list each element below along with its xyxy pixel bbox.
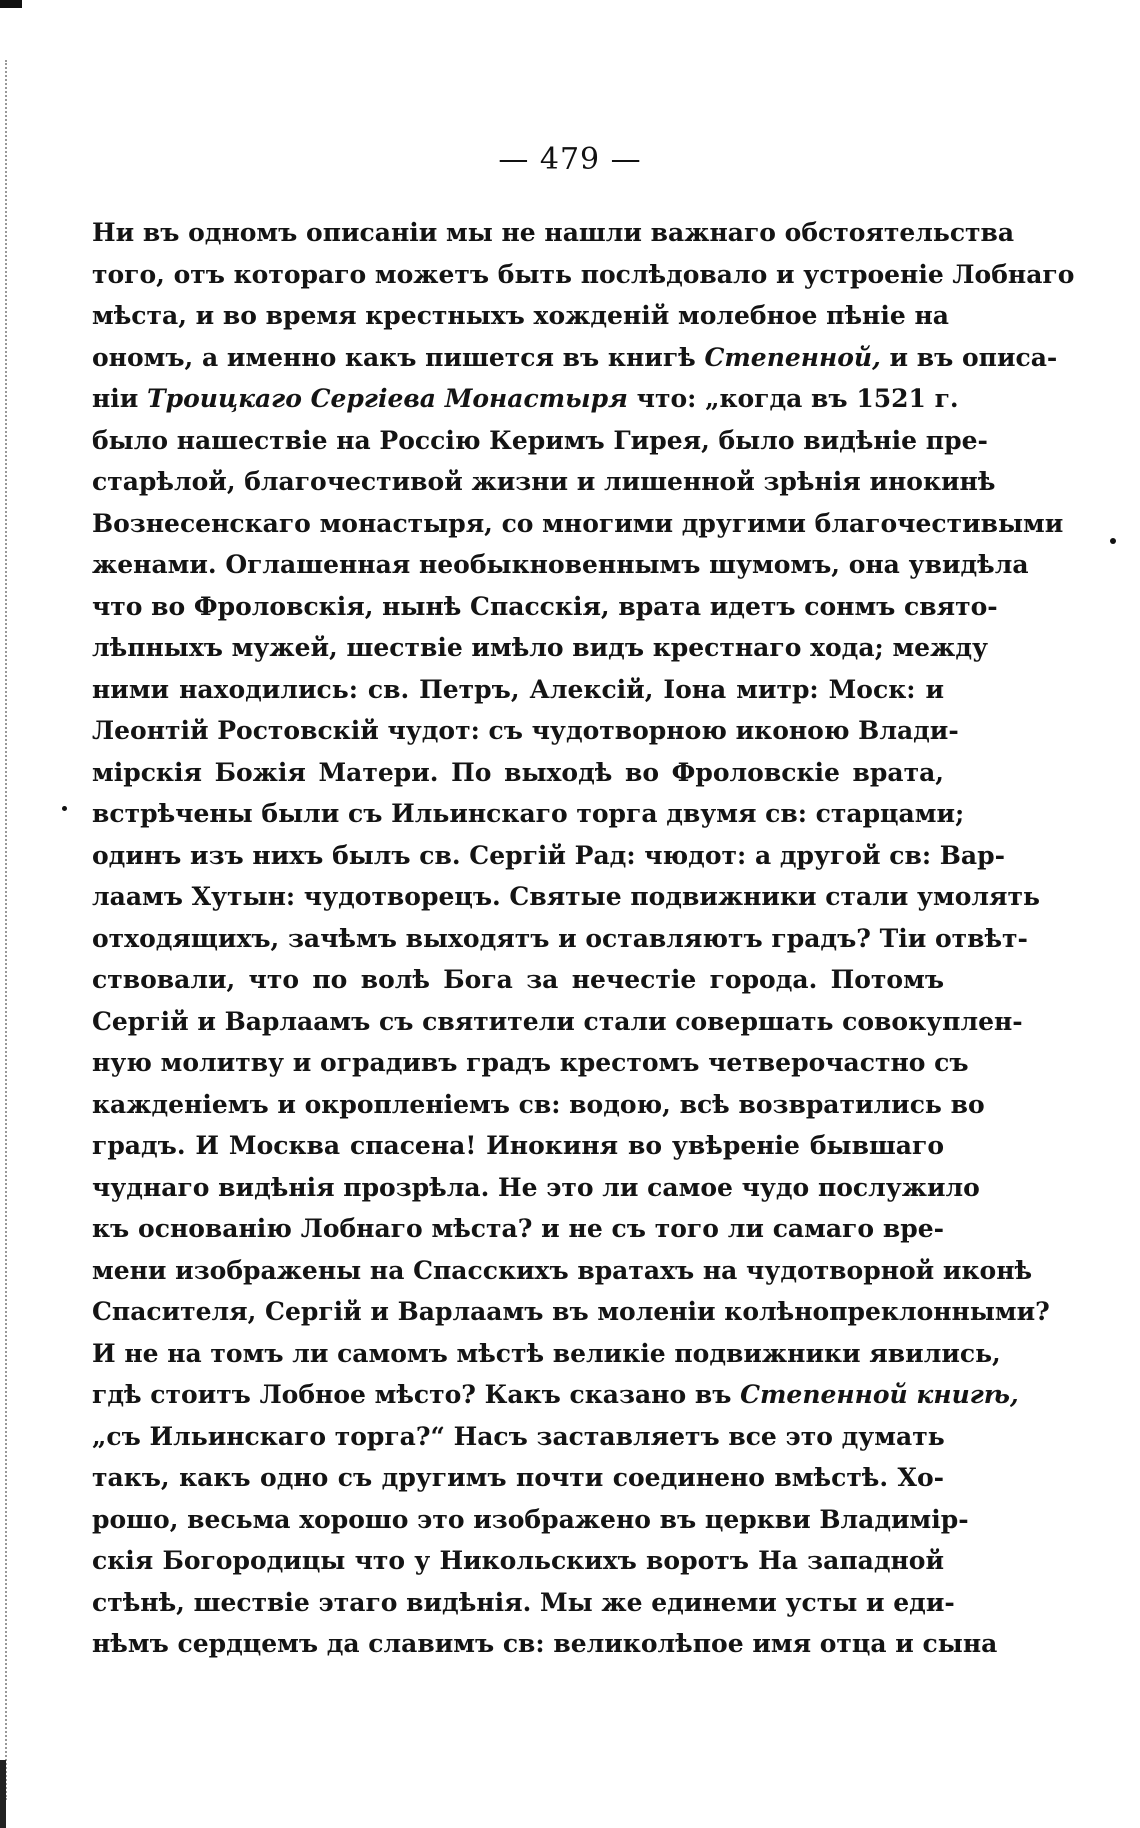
text-line	[92, 295, 949, 337]
text-span: женами. Оглашенная необыкновеннымъ шумомъ, она увидѣла	[92, 550, 1029, 579]
body-text	[92, 212, 1075, 1665]
italic-title-span: Троицкаго Сергіева Монастыря	[147, 384, 628, 413]
text-span: ними находились: св. Петръ, Алексій, Іона митр: Моск: и	[92, 674, 944, 704]
text-span: кажденіемъ и окропленіемъ св: водою, всѣ возвратились во	[92, 1089, 985, 1119]
text-span: Спасителя, Сергій и Варлаамъ въ моленіи колѣнопреклонными?	[92, 1297, 1050, 1326]
text-line	[92, 793, 965, 835]
text-span: ономъ, а именно какъ пишется въ книгѣ	[92, 342, 705, 372]
text-span: того, отъ котораго можетъ быть послѣдовало и устроеніе Лобнаго	[92, 259, 1075, 289]
text-line	[92, 378, 959, 420]
text-span: мірскія Божія Матери. По выходѣ во Фроловскіе врата,	[92, 757, 944, 787]
text-span: рошо, весьма хорошо это изображено въ церкви Владимір-	[92, 1504, 969, 1534]
text-line	[92, 1582, 955, 1624]
text-span: Ни въ одномъ описаніи мы не нашли важнаго обстоятельства	[92, 218, 1015, 247]
text-span: Вознесенскаго монастыря, со многими другими благочестивыми	[92, 508, 1064, 538]
scan-corner-mark	[0, 0, 22, 8]
text-line	[92, 1084, 985, 1126]
text-line	[92, 254, 1075, 296]
text-line	[92, 212, 1015, 254]
text-line	[92, 461, 996, 503]
text-line	[92, 1042, 969, 1084]
text-span: стѣнѣ, шествіе этаго видѣнія. Мы же единеми усты и еди-	[92, 1587, 955, 1617]
text-span: и въ описа-	[880, 342, 1058, 372]
text-line	[92, 1623, 998, 1665]
text-line	[92, 710, 959, 752]
text-line	[92, 1125, 944, 1167]
text-span: такъ, какъ одно съ другимъ почти соединено вмѣстѣ. Хо-	[92, 1463, 944, 1492]
text-span: Сергій и Варлаамъ съ святители стали совершать совокуплен-	[92, 1006, 1023, 1036]
text-line	[92, 1291, 1050, 1333]
text-span: ствовали, что по волѣ Бога за нечестіе города. Потомъ	[92, 965, 944, 994]
ink-speck	[1110, 538, 1116, 544]
text-span: лѣпныхъ мужей, шествіе имѣло видъ крестнаго хода; между	[92, 633, 988, 662]
text-span: къ основанію Лобнаго мѣста? и не съ того ли самаго вре-	[92, 1214, 944, 1243]
text-span: мени изображены на Спасскихъ вратахъ на чудотворной иконѣ	[92, 1255, 1033, 1285]
text-span: одинъ изъ нихъ былъ св. Сергій Рад: чюдот: а другой св: Вар-	[92, 840, 1005, 870]
text-line	[92, 835, 1005, 877]
italic-title-span: Степенной книгѣ,	[740, 1380, 1019, 1409]
text-line	[92, 918, 1028, 960]
text-span: гдѣ стоитъ Лобное мѣсто? Какъ сказано въ	[92, 1380, 741, 1409]
text-span: встрѣчены были съ Ильинскаго торга двумя св: старцами;	[92, 799, 965, 828]
text-line	[92, 959, 944, 1001]
text-line	[92, 752, 944, 794]
text-span: скія Богородицы что у Никольскихъ воротъ На западной	[92, 1546, 944, 1575]
text-line	[92, 586, 998, 628]
text-line	[92, 1540, 944, 1582]
text-line	[92, 1167, 980, 1209]
scan-left-edge	[5, 60, 10, 1800]
text-line	[92, 1499, 969, 1541]
text-line	[92, 669, 944, 711]
text-line	[92, 1374, 1019, 1416]
text-span: чуднаго видѣнія прозрѣла. Не это ли самое чудо послужило	[92, 1172, 980, 1202]
page-number: — 479 —	[498, 142, 642, 177]
text-span: градъ. И Москва спасена! Инокиня во увѣреніе бывшаго	[92, 1131, 944, 1160]
text-span: старѣлой, благочестивой жизни и лишенной зрѣнія инокинѣ	[92, 467, 996, 496]
text-span: „съ Ильинскаго торга?“ Насъ заставляетъ все это думать	[92, 1421, 945, 1451]
text-line	[92, 1001, 1023, 1043]
text-line	[92, 627, 988, 669]
text-span: лаамъ Хутын: чудотворецъ. Святые подвижники стали умолять	[92, 882, 1040, 911]
text-span: мѣста, и во время крестныхъ хожденій молебное пѣніе на	[92, 301, 949, 330]
text-span: ніи	[92, 384, 148, 413]
text-span: отходящихъ, зачѣмъ выходятъ и оставляютъ градъ? Тіи отвѣт-	[92, 923, 1028, 953]
text-line	[92, 1416, 944, 1458]
text-line	[92, 1250, 1033, 1292]
text-span: нѣмъ сердцемъ да славимъ св: великолѣпое имя отца и сына	[92, 1629, 998, 1658]
text-line	[92, 1333, 1001, 1375]
text-line	[92, 1457, 944, 1499]
text-span: ную молитву и оградивъ градъ крестомъ четверочастно съ	[92, 1048, 969, 1077]
text-line	[92, 503, 1064, 545]
text-span: что во Фроловскія, нынѣ Спасскія, врата идетъ сонмъ свято-	[92, 591, 998, 621]
text-span: было нашествіе на Россію Керимъ Гирея, было видѣніе пре-	[92, 425, 988, 455]
scan-bottom-edge-mark	[0, 1760, 6, 1828]
text-line	[92, 337, 1058, 379]
ink-speck	[62, 806, 67, 811]
text-line	[92, 420, 988, 462]
text-span: Леонтій Ростовскій чудот: съ чудотворною иконою Влади-	[92, 716, 959, 745]
text-span: что: „когда въ 1521 г.	[627, 384, 959, 413]
text-line	[92, 544, 1029, 586]
italic-title-span: Степенной,	[704, 342, 881, 372]
text-line	[92, 1208, 944, 1250]
text-line	[92, 876, 1040, 918]
text-span: И не на томъ ли самомъ мѣстѣ великіе подвижники явились,	[92, 1338, 1001, 1368]
